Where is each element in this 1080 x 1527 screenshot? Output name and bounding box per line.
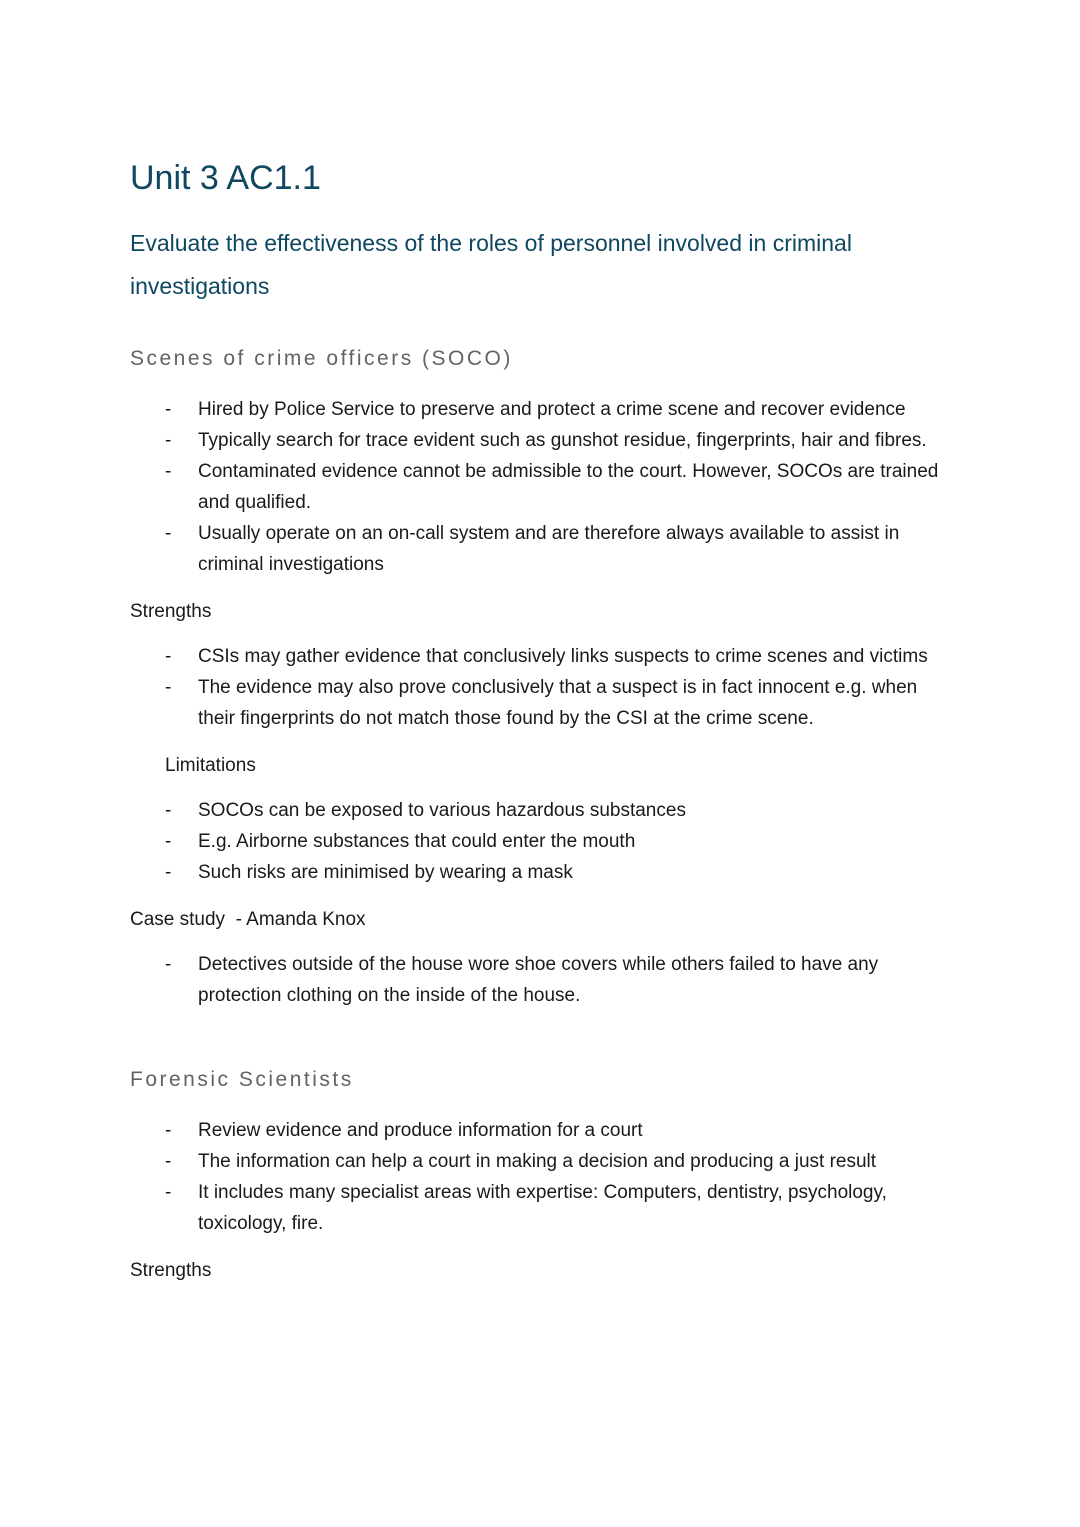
list-item — [130, 949, 952, 1011]
bullet-text: Such risks are minimised by wearing a mask — [198, 862, 573, 883]
bullet-text: The evidence may also prove conclusively that a suspect is in fact innocent e.g. when their fingerprints do not match those found by the CSI at the crime scene. — [198, 677, 918, 729]
bullet-text: CSIs may gather evidence that conclusively links suspects to crime scenes and victims — [198, 646, 928, 667]
list-item — [130, 857, 952, 888]
list-item — [130, 456, 952, 518]
list-item — [130, 641, 952, 672]
bullet-text: Review evidence and produce information for a court — [198, 1120, 643, 1141]
soco-limitations-list — [130, 795, 952, 888]
section-heading-soco: Scenes of crime officers (SOCO) — [130, 347, 513, 370]
list-item — [130, 518, 952, 580]
list-item — [130, 1115, 952, 1146]
bullet-text: The information can help a court in making a decision and producing a just result — [198, 1151, 877, 1172]
document-title: Unit 3 AC1.1 — [130, 159, 321, 197]
label-limitations-soco: Limitations — [165, 755, 256, 776]
bullet-text: Contaminated evidence cannot be admissible to the court. However, SOCOs are trained and qualified. — [198, 461, 939, 513]
bullet-text: Detectives outside of the house wore shoe covers while others failed to have any protection clothing on the inside of the house. — [198, 954, 879, 1006]
bullet-dash: - — [165, 862, 172, 883]
forensic-bullet-list — [130, 1115, 952, 1239]
bullet-text: SOCOs can be exposed to various hazardous substances — [198, 800, 686, 821]
section-heading-forensic: Forensic Scientists — [130, 1068, 354, 1091]
bullet-dash: - — [165, 1151, 172, 1172]
label-case-study: Case study - Amanda Knox — [130, 909, 366, 930]
label-strengths-forensic: Strengths — [130, 1260, 212, 1281]
bullet-text: Hired by Police Service to preserve and protect a crime scene and recover evidence — [198, 399, 906, 420]
soco-strengths-list — [130, 641, 952, 734]
list-item — [130, 826, 952, 857]
bullet-dash: - — [165, 1182, 172, 1203]
bullet-dash: - — [165, 1120, 172, 1141]
bullet-dash: - — [165, 430, 172, 451]
soco-bullet-list — [130, 394, 952, 580]
document-subtitle: Evaluate the effectiveness of the roles of personnel involved in criminal investigations — [130, 230, 852, 299]
case-study-list — [130, 949, 952, 1011]
list-item — [130, 394, 952, 425]
bullet-dash: - — [165, 677, 172, 698]
label-strengths-soco: Strengths — [130, 601, 212, 622]
bullet-dash: - — [165, 461, 172, 482]
bullet-dash: - — [165, 399, 172, 420]
bullet-text: E.g. Airborne substances that could enter the mouth — [198, 831, 636, 852]
bullet-text: It includes many specialist areas with expertise: Computers, dentistry, psychology, toxicology, fire. — [198, 1182, 887, 1234]
list-item — [130, 672, 952, 734]
bullet-dash: - — [165, 800, 172, 821]
bullet-dash: - — [165, 523, 172, 544]
bullet-text: Typically search for trace evident such as gunshot residue, fingerprints, hair and fibres. — [198, 430, 927, 451]
bullet-dash: - — [165, 954, 172, 975]
bullet-dash: - — [165, 646, 172, 667]
bullet-dash: - — [165, 831, 172, 852]
section-divider-space — [130, 1027, 952, 1065]
bullet-text: Usually operate on an on-call system and are therefore always available to assist in criminal investigations — [198, 523, 900, 575]
list-item — [130, 1177, 952, 1239]
list-item — [130, 425, 952, 456]
list-item — [130, 795, 952, 826]
list-item — [130, 1146, 952, 1177]
